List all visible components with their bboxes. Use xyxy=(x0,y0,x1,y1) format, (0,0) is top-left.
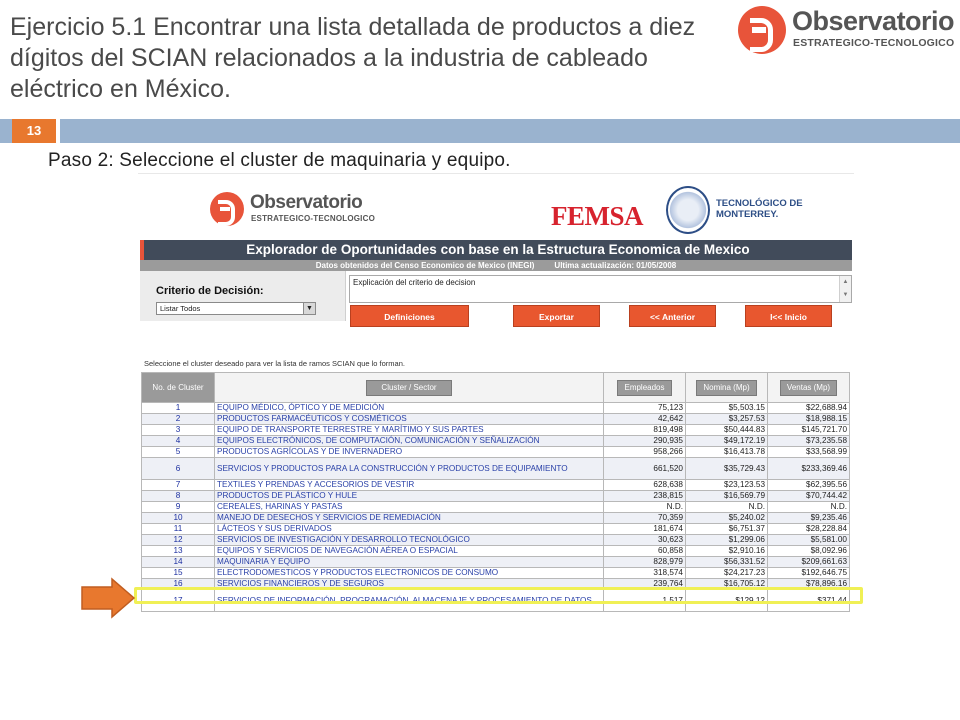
cell-sales: $22,688.94 xyxy=(768,403,850,414)
app-observatorio-name: Observatorio xyxy=(250,192,363,213)
table-row[interactable] xyxy=(142,568,850,579)
header-payroll[interactable]: Nomina (Mp) xyxy=(696,380,756,396)
table-row[interactable] xyxy=(142,436,850,447)
cell-payroll: $3,257.53 xyxy=(686,414,768,425)
selected-row-highlight xyxy=(134,587,863,604)
app-banner: Explorador de Oportunidades con base en la Estructura Economica de Mexico xyxy=(140,240,852,260)
cell-payroll: $56,331.52 xyxy=(686,557,768,568)
header-cluster-no[interactable]: No. de Cluster xyxy=(142,373,215,403)
header-sector[interactable]: Cluster / Sector xyxy=(366,380,451,396)
cell-sales: $8,092.96 xyxy=(768,546,850,557)
table-row[interactable] xyxy=(142,524,850,535)
home-button[interactable]: I<< Inicio xyxy=(745,305,832,327)
cell-sales: $28,228.84 xyxy=(768,524,850,535)
cell-cluster-link[interactable]: EQUIPO DE TRANSPORTE TERRESTRE Y MARÍTIMO Y SUS PARTES xyxy=(215,425,604,436)
cell-employees: 1,517 xyxy=(604,590,686,612)
table-row[interactable] xyxy=(142,414,850,425)
cell-payroll: $50,444.83 xyxy=(686,425,768,436)
cell-payroll: $35,729.43 xyxy=(686,458,768,480)
observatorio-logo-icon xyxy=(210,192,244,226)
cell-employees: 958,266 xyxy=(604,447,686,458)
tec-seal-icon xyxy=(666,186,710,234)
cell-payroll: $129.12 xyxy=(686,590,768,612)
cell-payroll: $23,123.53 xyxy=(686,480,768,491)
table-row[interactable] xyxy=(142,546,850,557)
cell-employees: 238,815 xyxy=(604,491,686,502)
table-row[interactable] xyxy=(142,480,850,491)
cell-cluster-no: 14 xyxy=(142,557,215,568)
cell-payroll: N.D. xyxy=(686,502,768,513)
femsa-logo: FEMSA xyxy=(551,201,643,231)
step-instruction: Paso 2: Seleccione el cluster de maquinaria y equipo. xyxy=(48,150,511,171)
cell-payroll: $5,240.02 xyxy=(686,513,768,524)
cell-sales: $18,988.15 xyxy=(768,414,850,425)
cell-employees: 318,574 xyxy=(604,568,686,579)
cell-cluster-no: 2 xyxy=(142,414,215,425)
cell-employees: 628,638 xyxy=(604,480,686,491)
slide-divider-left xyxy=(0,119,12,143)
cell-cluster-link[interactable]: EQUIPO MÉDICO, ÓPTICO Y DE MEDICIÓN xyxy=(215,403,604,414)
cell-employees: 60,858 xyxy=(604,546,686,557)
explanation-scrollbar[interactable]: ▲ ▼ xyxy=(839,276,851,302)
cell-employees: 661,520 xyxy=(604,458,686,480)
cluster-table xyxy=(141,372,850,612)
app-screenshot xyxy=(138,173,854,653)
cell-sales: $78,896.16 xyxy=(768,579,850,590)
cell-cluster-no: 3 xyxy=(142,425,215,436)
table-row-selected[interactable] xyxy=(142,557,850,568)
cell-employees: 828,979 xyxy=(604,557,686,568)
criteria-explanation-field[interactable] xyxy=(349,275,852,303)
header-employees-cell xyxy=(604,373,686,403)
cell-cluster-link[interactable]: EQUIPOS ELECTRÓNICOS, DE COMPUTACIÓN, COMUNICACIÓN Y SEÑALIZACIÓN xyxy=(215,436,604,447)
cell-cluster-no: 1 xyxy=(142,403,215,414)
cell-employees: N.D. xyxy=(604,502,686,513)
cell-cluster-no: 10 xyxy=(142,513,215,524)
header-sales[interactable]: Ventas (Mp) xyxy=(780,380,837,396)
cell-cluster-link[interactable]: PRODUCTOS FARMACÉUTICOS Y COSMÉTICOS xyxy=(215,414,604,425)
cell-sales: $233,369.46 xyxy=(768,458,850,480)
table-row[interactable] xyxy=(142,447,850,458)
header-sector-cell xyxy=(215,373,604,403)
cell-sales: N.D. xyxy=(768,502,850,513)
header-sales-cell xyxy=(768,373,850,403)
cell-cluster-link[interactable]: EQUIPOS Y SERVICIOS DE NAVEGACIÓN AÉREA O ESPACIAL xyxy=(215,546,604,557)
cell-sales: $209,661.63 xyxy=(768,557,850,568)
cell-cluster-link[interactable]: PRODUCTOS DE PLÁSTICO Y HULE xyxy=(215,491,604,502)
criteria-select-value: Listar Todos xyxy=(160,304,201,313)
arrow-right-icon xyxy=(80,577,136,619)
criteria-select[interactable] xyxy=(156,302,316,315)
definitions-button[interactable]: Definiciones xyxy=(350,305,469,327)
table-row[interactable] xyxy=(142,458,850,480)
cell-employees: 30,623 xyxy=(604,535,686,546)
cell-cluster-link[interactable]: MAQUINARIA Y EQUIPO xyxy=(215,557,604,568)
cell-cluster-link[interactable]: SERVICIOS DE INFORMACIÓN, PROGRAMACIÓN, ALMACENAJE Y PROCESAMIENTO DE DATOS xyxy=(215,590,604,612)
cell-cluster-link[interactable]: SERVICIOS FINANCIEROS Y DE SEGUROS xyxy=(215,579,604,590)
cell-employees: 239,764 xyxy=(604,579,686,590)
slide-number: 13 xyxy=(12,119,56,143)
table-row[interactable] xyxy=(142,425,850,436)
cell-payroll: $6,751.37 xyxy=(686,524,768,535)
cell-payroll: $16,569.79 xyxy=(686,491,768,502)
table-row[interactable] xyxy=(142,491,850,502)
table-row[interactable] xyxy=(142,502,850,513)
last-update-text: Ultima actualización: 01/05/2008 xyxy=(554,261,677,270)
app-observatorio-sub: ESTRATEGICO-TECNOLOGICO xyxy=(251,214,376,223)
table-instructions: Seleccione el cluster deseado para ver la lista de ramos SCIAN que lo forman. xyxy=(144,359,405,368)
header-payroll-cell xyxy=(686,373,768,403)
cell-sales: $62,395.56 xyxy=(768,480,850,491)
cell-employees: 290,935 xyxy=(604,436,686,447)
cell-cluster-no: 9 xyxy=(142,502,215,513)
cell-sales: $70,744.42 xyxy=(768,491,850,502)
cell-cluster-no: 11 xyxy=(142,524,215,535)
cell-cluster-no: 16 xyxy=(142,579,215,590)
criteria-panel xyxy=(140,271,346,321)
observatorio-logo-sub: ESTRATEGICO-TECNOLOGICO xyxy=(793,37,955,49)
observatorio-logo xyxy=(738,6,958,56)
app-subbanner xyxy=(140,260,852,271)
cell-cluster-link[interactable]: MANEJO DE DESECHOS Y SERVICIOS DE REMEDIACIÓN xyxy=(215,513,604,524)
tec-logo-text: TECNOLÓGICO DE MONTERREY. xyxy=(716,198,803,220)
cell-cluster-no: 17 xyxy=(142,590,215,612)
cell-payroll: $2,910.16 xyxy=(686,546,768,557)
table-row[interactable] xyxy=(142,535,850,546)
cell-employees: 42,642 xyxy=(604,414,686,425)
slide-divider xyxy=(60,119,960,143)
cell-employees: 75,123 xyxy=(604,403,686,414)
cell-cluster-link[interactable]: PRODUCTOS AGRÍCOLAS Y DE INVERNADERO xyxy=(215,447,604,458)
cell-cluster-no: 6 xyxy=(142,458,215,480)
cell-sales: $73,235.58 xyxy=(768,436,850,447)
slide-title: Ejercicio 5.1 Encontrar una lista detallada de productos a diez dígitos del SCIAN relacionados a la industria de cableado eléctrico en México. xyxy=(10,13,696,103)
cell-cluster-no: 12 xyxy=(142,535,215,546)
cell-cluster-no: 7 xyxy=(142,480,215,491)
cell-cluster-no: 15 xyxy=(142,568,215,579)
criteria-explanation-text: Explicación del criterio de decision xyxy=(353,278,476,287)
cell-payroll: $1,299.06 xyxy=(686,535,768,546)
chevron-down-icon[interactable]: ▼ xyxy=(303,303,315,314)
cell-employees: 70,359 xyxy=(604,513,686,524)
data-source-text: Datos obtenidos del Censo Economico de Mexico (INEGI) xyxy=(315,261,535,270)
cell-sales: $192,646.75 xyxy=(768,568,850,579)
cell-cluster-link[interactable]: SERVICIOS Y PRODUCTOS PARA LA CONSTRUCCIÓN Y PRODUCTOS DE EQUIPAMIENTO xyxy=(215,458,604,480)
cell-payroll: $5,503.15 xyxy=(686,403,768,414)
criteria-label: Criterio de Decisión: xyxy=(156,285,264,297)
cell-cluster-link[interactable]: CEREALES, HARINAS Y PASTAS xyxy=(215,502,604,513)
observatorio-logo-icon xyxy=(738,6,786,54)
cell-payroll: $16,413.78 xyxy=(686,447,768,458)
observatorio-logo-name: Observatorio xyxy=(792,6,955,36)
previous-button[interactable]: << Anterior xyxy=(629,305,716,327)
cell-cluster-link[interactable]: SERVICIOS DE INVESTIGACIÓN Y DESARROLLO TECNOLÓGICO xyxy=(215,535,604,546)
cell-payroll: $49,172.19 xyxy=(686,436,768,447)
cell-cluster-no: 8 xyxy=(142,491,215,502)
cell-sales: $371.44 xyxy=(768,590,850,612)
export-button[interactable]: Exportar xyxy=(513,305,600,327)
table-row[interactable] xyxy=(142,403,850,414)
cell-cluster-no: 13 xyxy=(142,546,215,557)
table-row[interactable] xyxy=(142,513,850,524)
app-observatorio-logo xyxy=(210,192,390,232)
cell-sales: $9,235.46 xyxy=(768,513,850,524)
cell-cluster-no: 5 xyxy=(142,447,215,458)
header-employees[interactable]: Empleados xyxy=(617,380,671,396)
cell-sales: $5,581.00 xyxy=(768,535,850,546)
cell-sales: $33,568.99 xyxy=(768,447,850,458)
cell-employees: 819,498 xyxy=(604,425,686,436)
cell-payroll: $24,217.23 xyxy=(686,568,768,579)
cell-employees: 181,674 xyxy=(604,524,686,535)
cell-cluster-no: 4 xyxy=(142,436,215,447)
cell-sales: $145,721.70 xyxy=(768,425,850,436)
cell-cluster-link[interactable]: ELECTRODOMESTICOS Y PRODUCTOS ELECTRONICOS DE CONSUMO xyxy=(215,568,604,579)
cell-cluster-link[interactable]: LÁCTEOS Y SUS DERIVADOS xyxy=(215,524,604,535)
cell-payroll: $16,705.12 xyxy=(686,579,768,590)
cell-cluster-link[interactable]: TEXTILES Y PRENDAS Y ACCESORIOS DE VESTIR xyxy=(215,480,604,491)
